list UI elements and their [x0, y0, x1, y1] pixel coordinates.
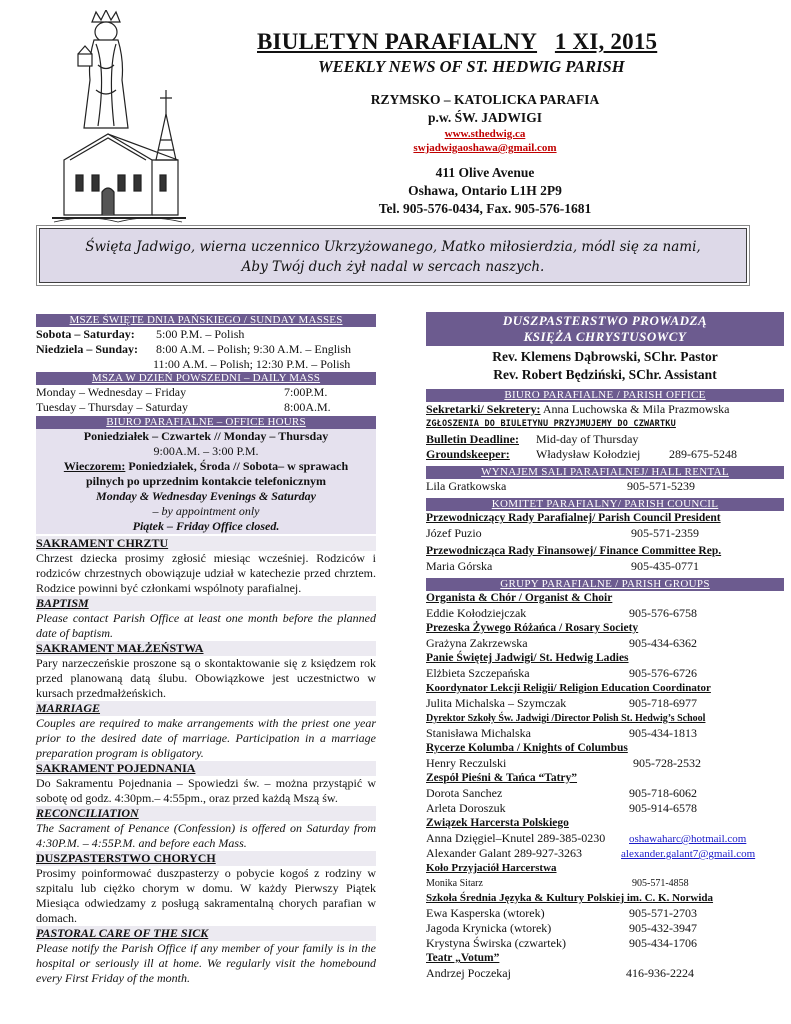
- phone-fax: Tel. 905-576-0434, Fax. 905-576-1681: [378, 201, 592, 216]
- council-president-phone: 905-571-2359: [631, 526, 699, 540]
- group-scouts-email-1[interactable]: oshawaharc@hotmail.com: [629, 833, 747, 845]
- group-knights-phone: 905-728-2532: [633, 756, 701, 770]
- bulletin-subtitle: WEEKLY NEWS OF ST. HEDWIG PARISH: [318, 57, 625, 76]
- group-scout-friends-heading: Koło Przyjaciół Harcerstwa: [426, 862, 557, 874]
- daily-mass-row-1: [36, 385, 376, 400]
- groundskeeper-name: Władysław Kołodziej: [536, 447, 641, 461]
- reconciliation-en-heading: RECONCILIATION: [36, 806, 376, 821]
- group-norwid-name-3: Krystyna Świrska (czwartek): [426, 936, 566, 950]
- group-scouts-name-1: Anna Dzięgiel–Knutel 289-385-0230: [426, 831, 606, 845]
- marriage-pl-heading: SAKRAMENT MAŁŻEŃSTWA: [36, 641, 376, 656]
- group-theatre-row: [426, 966, 784, 981]
- group-scouts-row-2: [426, 846, 784, 861]
- address-city: Oshawa, Ontario L1H 2P9: [408, 183, 562, 198]
- prayer-line2: Aby Twój duch żył nadal w sercach naszych.: [241, 259, 545, 275]
- baptism-en-heading: BAPTISM: [36, 596, 376, 611]
- group-dance-name-1: Dorota Sanchez: [426, 786, 503, 800]
- council-president-name: Józef Puzio: [426, 526, 482, 540]
- group-choir-name: Eddie Kołodziejczak: [426, 606, 527, 620]
- finance-rep-heading: Przewodnicząca Rady Finansowej/ Finance Committee Rep.: [426, 545, 722, 557]
- saturday-value: 5:00 P.M. – Polish: [156, 327, 245, 341]
- daily-mass-band: MSZA W DZIEŃ POWSZEDNI – DAILY MASS: [36, 372, 376, 385]
- group-norwid-row-1: [426, 906, 784, 921]
- st-hedwig-church-illustration: [48, 10, 188, 225]
- sick-care-en-heading: PASTORAL CARE OF THE SICK: [36, 926, 376, 941]
- evenings-label: Wieczorem:: [63, 459, 126, 473]
- marriage-pl-text: Pary narzeczeńskie proszone są o skontaktowanie się z księdzem rok przed planowaną datą ślubu. Obowiązkowe jest uczestnictwo w kursach przedmałżeńskich.: [36, 656, 376, 700]
- group-rosary-name: Grażyna Zakrzewska: [426, 636, 528, 650]
- group-dance-name-2: Arleta Doroszuk: [426, 801, 506, 815]
- office-times: 9:00A.M. – 3:00 P.M.: [153, 444, 259, 458]
- bulletin-submissions-note: ZGŁOSZENIA DO BIULETYNU PRZYJMUJEMY DO CZWARTKU: [426, 419, 676, 429]
- group-norwid-row-2: [426, 921, 784, 936]
- bulletin-title-text: BIULETYN PARAFIALNY: [257, 29, 538, 54]
- parish-name-line1: RZYMSKO – KATOLICKA PARAFIA: [370, 92, 600, 107]
- office-evenings-en: Monday & Wednesday Evenings & Saturday: [96, 489, 316, 503]
- baptism-en-text: Please contact Parish Office at least one month before the planned date of baptism.: [36, 611, 376, 640]
- group-dance-row-1: [426, 786, 784, 801]
- group-school-phone: 905-434-1813: [629, 726, 697, 740]
- reconciliation-en-text: The Sacrament of Penance (Confession) is offered on Saturday from 4:30P.M. – 4:55P.M. and before each Mass.: [36, 821, 376, 850]
- group-norwid-name-2: Jagoda Krynicka (wtorek): [426, 921, 552, 935]
- sunday-value-2: 11:00 A.M. – Polish; 12:30 P.M. – Polish: [153, 357, 351, 371]
- group-norwid-phone-3: 905-434-1706: [629, 936, 697, 950]
- address-street: 411 Olive Avenue: [435, 165, 535, 180]
- group-scout-friends-row: [426, 876, 784, 891]
- hall-contact-name: Lila Gratkowska: [426, 479, 507, 493]
- baptism-pl-text: Chrzest dziecka prosimy zgłosić miesiąc wcześniej. Rodziców i rodziców chrzestnych obowiązuje udział w katechezie przed chrztem. Rodzice powinni być członkami wspólnoty parafialnej.: [36, 551, 376, 595]
- council-president-heading: Przewodniczący Rady Parafialnej/ Parish Council President: [426, 512, 721, 524]
- group-scouts-heading: Związek Harcersta Polskiego: [426, 817, 569, 829]
- group-religion-heading: Koordynator Lekcji Religii/ Religion Education Coordinator: [426, 682, 711, 694]
- groundskeeper-row: [426, 447, 784, 462]
- groundskeeper-phone: 289-675-5248: [669, 447, 737, 461]
- group-norwid-name-1: Ewa Kasperska (wtorek): [426, 906, 545, 920]
- office-friday-closed: Piątek – Friday Office closed.: [132, 519, 280, 533]
- group-choir-heading: Organista & Chór / Organist & Choir: [426, 592, 613, 604]
- group-ladies-name: Elżbieta Szczepańska: [426, 666, 530, 680]
- sunday-masses-band: MSZE ŚWIĘTE DNIA PAŃSKIEGO / SUNDAY MASSES: [36, 314, 376, 327]
- group-school-heading: Dyrektor Szkoły Św. Jadwigi /Director Polish St. Hedwig’s School: [426, 713, 706, 724]
- sunday-mass-row: [36, 342, 376, 357]
- office-evenings: [36, 459, 376, 474]
- council-president-row: [426, 526, 784, 541]
- group-scout-friends-name: Monika Sitarz: [426, 878, 483, 889]
- daily-mass-row-2: [36, 400, 376, 415]
- marriage-en-heading: MARRIAGE: [36, 701, 376, 716]
- group-rosary-row: [426, 636, 784, 651]
- daily-value-2: 8:00A.M.: [284, 400, 331, 414]
- saturday-mass-row: [36, 327, 376, 342]
- evenings-text: Poniedziałek, Środa // Sobota– w sprawach: [125, 459, 349, 473]
- deadline-row: [426, 432, 784, 447]
- groundskeeper-label: Groundskeeper:: [426, 447, 510, 461]
- group-ladies-heading: Panie Świętej Jadwigi/ St. Hedwig Ladies: [426, 652, 629, 664]
- group-theatre-heading: Teatr „Votum”: [426, 952, 500, 964]
- group-scout-friends-phone: 905-571-4858: [632, 878, 689, 889]
- finance-rep-name: Maria Górska: [426, 559, 493, 573]
- group-school-name: Stanisława Michalska: [426, 726, 531, 740]
- bulletin-date: 1 XI, 2015: [554, 29, 658, 54]
- secretaries-row: [426, 402, 784, 417]
- prayer-box: [39, 228, 747, 283]
- hall-rental-row: [426, 479, 784, 494]
- group-dance-phone-2: 905-914-6578: [629, 801, 697, 815]
- group-norwid-phone-2: 905-432-3947: [629, 921, 697, 935]
- group-rosary-phone: 905-434-6362: [629, 636, 697, 650]
- office-hours-box: [36, 429, 376, 534]
- parish-council-band: KOMITET PARAFIALNY/ PARISH COUNCIL: [426, 498, 784, 511]
- group-school-row: [426, 726, 784, 741]
- daily-label-2: Tuesday – Thursday – Saturday: [36, 400, 188, 414]
- group-norwid-phone-1: 905-571-2703: [629, 906, 697, 920]
- office-hours-band: BIURO PARAFIALNE – OFFICE HOURS: [36, 416, 376, 429]
- reconciliation-pl-heading: SAKRAMENT POJEDNANIA: [36, 761, 376, 776]
- prayer-line1: Święta Jadwigo, wierna uczennico Ukrzyżowanego, Matko miłosierdzia, módl się za nami,: [85, 239, 701, 255]
- office-appointment: – by appointment only: [152, 504, 260, 518]
- clergy-band-line1: DUSZPASTERSTWO PROWADZĄ: [502, 313, 708, 328]
- deadline-label: Bulletin Deadline:: [426, 432, 520, 446]
- clergy-list: [426, 348, 784, 384]
- group-knights-name: Henry Reczulski: [426, 756, 507, 770]
- clergy-band-line2: KSIĘŻA CHRYSTUSOWCY: [523, 329, 687, 344]
- daily-label-1: Monday – Wednesday – Friday: [36, 385, 187, 399]
- office-urgent: pilnych po uprzednim kontakcie telefonicznym: [85, 474, 326, 488]
- group-norwid-school-heading: Szkoła Średnia Języka & Kultury Polskiej im. C. K. Norwida: [426, 892, 714, 904]
- office-days: Poniedziałek – Czwartek // Monday – Thursday: [83, 429, 329, 443]
- group-norwid-row-3: [426, 936, 784, 951]
- website-link[interactable]: www.sthedwig.ca: [444, 128, 526, 140]
- group-religion-phone: 905-718-6977: [629, 696, 697, 710]
- secretaries-label: Sekretarki/ Sekretery:: [426, 402, 541, 416]
- marriage-en-text: Couples are required to make arrangements with the priest one year prior to the desired date of marriage. Participation in a marriage preparation program is obligatory.: [36, 716, 376, 760]
- assistant-name: Rev. Robert Będziński, SChr. Assistant: [493, 367, 717, 382]
- deadline-value: Mid-day of Thursday: [536, 432, 639, 446]
- daily-value-1: 7:00P.M.: [284, 385, 328, 399]
- pastor-name: Rev. Klemens Dąbrowski, SChr. Pastor: [492, 349, 718, 364]
- group-dance-heading: Zespół Pieśni & Tańca “Tatry”: [426, 772, 578, 784]
- group-ladies-row: [426, 666, 784, 681]
- group-choir-phone: 905-576-6758: [629, 606, 697, 620]
- hall-rental-band: WYNAJEM SALI PARAFIALNEJ/ HALL RENTAL: [426, 466, 784, 479]
- left-column: [36, 314, 376, 986]
- sick-care-pl-heading: DUSZPASTERSTWO CHORYCH: [36, 851, 376, 866]
- sick-care-en-text: Please notify the Parish Office if any member of your family is in the hospital or seriously ill at home. We regularly visit the homebound every First Friday of the month.: [36, 941, 376, 985]
- group-knights-row: [426, 756, 784, 771]
- group-scouts-name-2: Alexander Galant 289-927-3263: [426, 846, 582, 860]
- reconciliation-pl-text: Do Sakramentu Pojednania – Spowiedzi św. – można przystąpić w sobotę od godz. 4:30pm.– 4:55pm., oraz przed każdą Mszą św.: [36, 776, 376, 805]
- group-dance-phone-1: 905-718-6062: [629, 786, 697, 800]
- sunday-label: Niedziela – Sunday:: [36, 342, 139, 356]
- saturday-label: Sobota – Saturday:: [36, 327, 135, 341]
- sick-care-pl-text: Prosimy poinformować duszpasterzy o pobycie kogoś z rodziny w szpitalu lub ciężko chorym w domu. W każdy Pierwszy Piątek Miesiąca odwiedzamy z posługą sakramentalną chorych parafian w domach.: [36, 866, 376, 925]
- group-dance-row-2: [426, 801, 784, 816]
- secretaries-value: Anna Luchowska & Mila Prazmowska: [540, 402, 730, 416]
- sunday-value-1: 8:00 A.M. – Polish; 9:30 A.M. – English: [156, 342, 352, 356]
- finance-rep-row: [426, 559, 784, 574]
- parish-name-line2: p.w. ŚW. JADWIGI: [428, 110, 542, 125]
- group-religion-name: Julita Michalska – Szymczak: [426, 696, 567, 710]
- finance-rep-phone: 905-435-0771: [631, 559, 699, 573]
- group-rosary-heading: Prezeska Żywego Różańca / Rosary Society: [426, 622, 639, 634]
- group-scouts-row-1: [426, 831, 784, 846]
- group-knights-heading: Rycerze Kolumba / Knights of Columbus: [426, 742, 628, 754]
- group-ladies-phone: 905-576-6726: [629, 666, 697, 680]
- clergy-band: [426, 312, 784, 346]
- group-choir-row: [426, 606, 784, 621]
- group-scouts-email-2[interactable]: alexander.galant7@gmail.com: [621, 848, 756, 860]
- group-theatre-phone: 416-936-2224: [626, 966, 694, 980]
- right-column: [426, 312, 784, 981]
- parish-groups-band: GRUPY PARAFIALNE / PARISH GROUPS: [426, 578, 784, 591]
- hall-contact-phone: 905-571-5239: [627, 479, 695, 493]
- email-link[interactable]: swjadwigaoshawa@gmail.com: [413, 142, 557, 154]
- baptism-pl-heading: SAKRAMENT CHRZTU: [36, 536, 376, 551]
- parish-office-band: BIURO PARAFIALNE / PARISH OFFICE: [426, 389, 784, 402]
- group-theatre-name: Andrzej Poczekaj: [426, 966, 511, 980]
- bulletin-title: [257, 29, 657, 55]
- group-religion-row: [426, 696, 784, 711]
